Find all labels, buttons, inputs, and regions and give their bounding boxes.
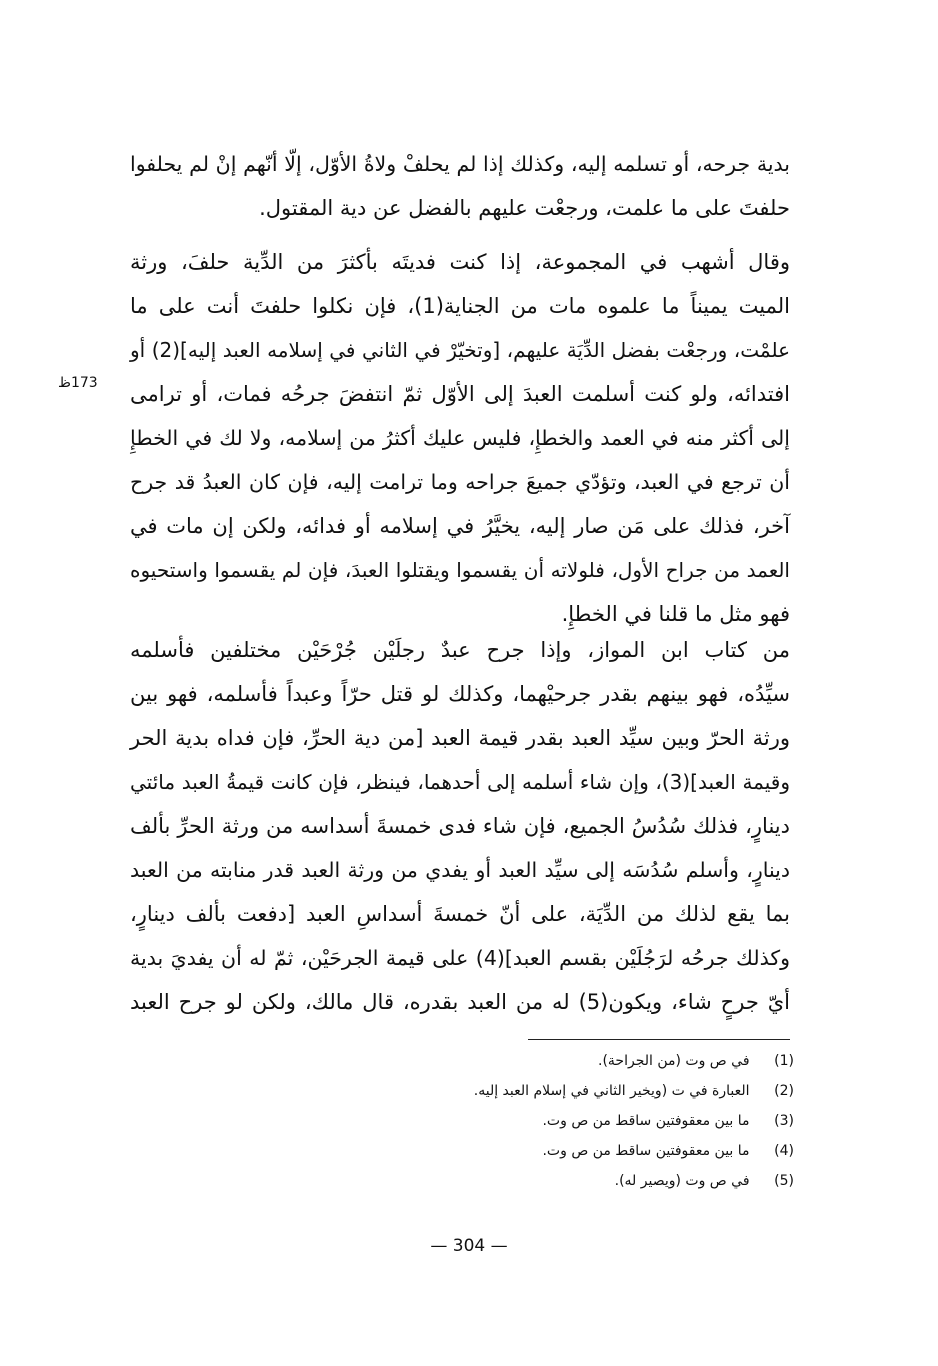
- text-line: آخر، فذلك على مَن صار إليه، يخيَّرُ في إسلامه أو فدائه، ولكن إن مات في: [130, 514, 790, 538]
- paragraph-3: [130, 628, 790, 1024]
- footnote-text: في ص وت (ويصير له).: [614, 1173, 750, 1189]
- text-line: علمْت، ورجعْت بفضل الدِّيَة عليهم، [وتخيّرْ في الثاني في إسلامه العبد إليه](2) أو: [130, 338, 791, 362]
- footnote-divider: [528, 1039, 790, 1040]
- text-line: بما يقع لذلك من الدِّيَة، على أنّ خمسةَ أسداسِ العبد [دفعت بألف دينارٍ،: [130, 902, 790, 926]
- text-line: حلفتَ على ما علمت، ورجعْت عليهم بالفضل عن دية المقتول.: [259, 196, 790, 220]
- footnote-item: [300, 1076, 794, 1106]
- footnote-item: [300, 1106, 794, 1136]
- text-line: وكذلك جرحُه لرَجُلَيْن بقسم العبد](4) على قيمة الجرحَيْن، ثمّ له أن يفديَ بدية: [130, 946, 790, 970]
- text-line: بدية جرحه، أو تسلمه إليه، وكذلك إذا لم يحلفْ ولاةُ الأوّل، إلّا أنّهم إنْ لم يحلفوا: [130, 152, 790, 176]
- text-line: من كتاب ابن المواز، وإذا جرح عبدٌ رجلَيْن جُرْحَيْن مختلفين فأسلمه: [130, 638, 790, 662]
- footnote-text: العبارة في ت (ويخير الثاني في إسلام العبد إليه.: [473, 1083, 750, 1099]
- footnote-item: [300, 1136, 794, 1166]
- text-line: الميت يميناً ما علموه مات من الجناية(1)، فإن نكلوا حلفتَ أنت على ما: [130, 294, 790, 318]
- text-line: وقال أشهب في المجموعة، إذا كنت فديتَه بأكثرَ من الدِّية حلفَ، ورثة: [130, 250, 790, 274]
- footnote-number: (5): [774, 1173, 794, 1189]
- text-line: أن ترجع في العبد، وتؤدّي جميعَ جراحه وما ترامت إليه، فإن كان العبدُ قد جرح: [130, 470, 790, 494]
- text-line: فهو مثل ما قلنا في الخطإِ.: [561, 602, 790, 626]
- footnote-text: في ص وت (من الجراحة).: [598, 1053, 750, 1069]
- text-line: افتدائه، ولو كنت أسلمت العبدَ إلى الأوّل ثمّ انتفضَ جرحُه فمات، أو ترامى: [130, 382, 790, 406]
- text-line: إلى أكثر منه في العمد والخطإِ، فليس عليك أكثرُ من إسلامه، ولا لك في الخطإِ: [130, 426, 790, 450]
- footnote-number: (1): [774, 1053, 794, 1069]
- footnote-number: (3): [774, 1113, 794, 1129]
- footnote-item: [300, 1166, 794, 1196]
- text-line: دينارٍ، وأسلم سُدُسَه إلى سيِّد العبد أو يفدي من ورثة العبد قدر منابته من العبد: [130, 858, 790, 882]
- text-line: أيّ جرحٍ شاء، ويكون(5) له من العبد بقدره، قال مالك، ولكن لو جرح العبد: [130, 990, 790, 1014]
- folio-marker: 173ظ: [58, 375, 98, 391]
- footnote-text: ما بين معقوفتين ساقط من ص وت.: [542, 1143, 750, 1159]
- footnote-number: (2): [774, 1083, 794, 1099]
- footnote-number: (4): [774, 1143, 794, 1159]
- text-line: وقيمة العبد](3)، وإن شاء أسلمه إلى أحدهما، فينظر، فإن كانت قيمةُ العبد مائتي: [130, 770, 790, 794]
- paragraph-1: [130, 142, 790, 230]
- paragraph-2: [130, 240, 790, 636]
- page-number: — 304 —: [430, 1236, 508, 1256]
- text-line: ورثة الحرّ وبين سيِّد العبد بقدر قيمة العبد [من دية الحرِّ، فإن فداه بدية الحر: [130, 726, 790, 750]
- footnote-text: ما بين معقوفتين ساقط من ص وت.: [542, 1113, 750, 1129]
- text-line: دينارٍ، فذلك سُدُسُ الجميع، فإن شاء فدى خمسةَ أسداسه من ورثة الحرِّ بألف: [130, 814, 790, 838]
- text-line: العمد من جراح الأول، فلولاته أن يقسموا ويقتلوا العبدَ، فإن لم يقسموا واستحيوه: [130, 558, 790, 582]
- footnote-item: [300, 1046, 794, 1076]
- text-line: سيِّدُه، فهو بينهم بقدر جرحيْهما، وكذلك لو قتل حرّاً وعبداً فأسلمه، فهو بين: [130, 682, 790, 706]
- footnotes: [300, 1046, 794, 1196]
